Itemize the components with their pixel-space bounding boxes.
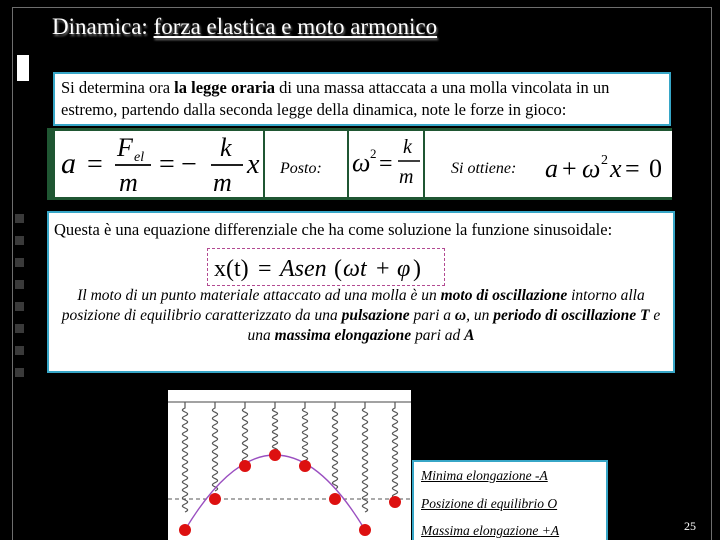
trajectory-curve: [185, 455, 365, 530]
svg-text:+: +: [562, 154, 577, 183]
svg-text:a: a: [545, 154, 558, 183]
description-text: pari a: [409, 307, 455, 324]
decorative-square: [15, 346, 24, 355]
mass-dot: [299, 460, 311, 472]
svg-text:(: (: [334, 256, 342, 282]
description-text: pari ad: [411, 327, 465, 344]
svg-text:F: F: [117, 133, 133, 162]
intro-text-bold: la legge oraria: [174, 78, 275, 97]
spring-coil: [242, 402, 247, 466]
omega-definition-formula: [349, 131, 423, 197]
mass-dot: [389, 496, 401, 508]
svg-text:+: +: [376, 256, 390, 282]
solution-intro-text: Questa è una equazione differenziale che ha come soluzione la funzione sinusoidale:: [54, 220, 613, 239]
svg-text:ω: ω: [352, 148, 371, 177]
svg-text:=: =: [159, 149, 175, 180]
decorative-square: [15, 368, 24, 377]
decorative-square: [15, 302, 24, 311]
description-bold: A: [464, 327, 475, 344]
svg-text:k: k: [220, 133, 232, 162]
svg-text:=: =: [379, 151, 393, 177]
spring-coil: [302, 402, 307, 468]
newton-equation: [55, 131, 263, 197]
svg-text:2: 2: [601, 153, 608, 168]
title-prefix: Dinamica:: [52, 14, 154, 39]
svg-text:−: −: [181, 149, 197, 180]
svg-text:x(t): x(t): [214, 256, 249, 282]
intro-text-part2: di una massa attaccata a una molla vincolata in un estremo, partendo dalla seconda legge della dinamica, note le forze in gioco:: [61, 78, 610, 119]
decorative-square: [15, 324, 24, 333]
decorative-bar: [17, 55, 29, 81]
decorative-square: [15, 258, 24, 267]
solution-box: [47, 211, 675, 373]
svg-text:a: a: [61, 147, 76, 180]
title-topic: forza elastica e moto armonico: [153, 14, 438, 39]
svg-text:el: el: [134, 150, 145, 165]
svg-text:=: =: [87, 149, 103, 180]
svg-text:=: =: [258, 256, 272, 282]
mass-dot: [359, 524, 371, 536]
mass-dot: [329, 493, 341, 505]
springs-illustration: [168, 390, 411, 540]
svg-text:0: 0: [649, 154, 662, 183]
posto-label: Posto:: [280, 160, 322, 177]
svg-text:ω: ω: [582, 154, 601, 183]
slide-title: [52, 14, 437, 40]
svg-text:x: x: [610, 154, 622, 183]
spring-oscillation-diagram: [168, 390, 411, 540]
diagram-legend: [412, 460, 608, 540]
spring-coil: [272, 402, 277, 452]
oscillation-description: [55, 286, 667, 346]
svg-text:φ: φ: [397, 256, 411, 282]
newton-equation-formula: [55, 131, 263, 197]
description-text: , un: [466, 307, 494, 324]
svg-text:x: x: [247, 149, 260, 180]
description-text: intorno alla posizione di equilibrio caratterizzato da una: [61, 287, 645, 324]
svg-text:m: m: [399, 166, 414, 188]
svg-text:m: m: [213, 168, 232, 197]
description-bold: massima elongazione: [274, 327, 412, 344]
description-bold: moto di oscillazione: [440, 287, 568, 304]
posto-label-box: [265, 131, 347, 197]
description-bold: periodo di oscillazione T: [493, 307, 650, 324]
decorative-square: [15, 280, 24, 289]
spring-coil: [212, 402, 217, 491]
svg-text:ωt: ωt: [343, 256, 367, 282]
mass-dot: [179, 524, 191, 536]
legend-min-elongation: Minima elongazione -A: [421, 468, 548, 483]
legend-equilibrium: Posizione di equilibrio O: [421, 496, 558, 511]
mass-dot: [209, 493, 221, 505]
spring-coil: [392, 402, 397, 502]
svg-text:Asen: Asen: [280, 256, 327, 282]
legend-max-elongation: Massima elongazione +A: [421, 523, 560, 538]
page-number: 25: [684, 519, 696, 533]
spring-coil: [362, 402, 367, 512]
description-text: Il moto di un punto materiale attaccato ad una molla è un: [77, 287, 441, 304]
svg-text:2: 2: [370, 146, 377, 161]
description-text: e una: [247, 307, 661, 344]
decorative-square: [15, 214, 24, 223]
sinusoidal-formula-svg: [208, 249, 444, 285]
description-bold: pulsazione: [341, 307, 410, 324]
decorative-square: [15, 236, 24, 245]
spring-coil: [182, 402, 187, 512]
omega-definition: [349, 131, 423, 197]
differential-equation-formula: [425, 131, 672, 197]
svg-text:): ): [413, 256, 421, 282]
intro-text-part1: Si determina ora: [61, 78, 175, 97]
mass-dot: [239, 460, 251, 472]
svg-text:=: =: [625, 154, 640, 183]
differential-equation: [425, 131, 672, 197]
svg-text:k: k: [403, 136, 412, 158]
mass-dot: [269, 449, 281, 461]
si-ottiene-label: Si ottiene:: [451, 160, 517, 177]
sinusoidal-formula: [207, 248, 445, 286]
description-bold: ω: [454, 307, 467, 324]
spring-coil: [332, 402, 337, 489]
intro-text-box: [53, 72, 671, 126]
equation-strip: [47, 128, 672, 200]
svg-text:m: m: [119, 168, 138, 197]
